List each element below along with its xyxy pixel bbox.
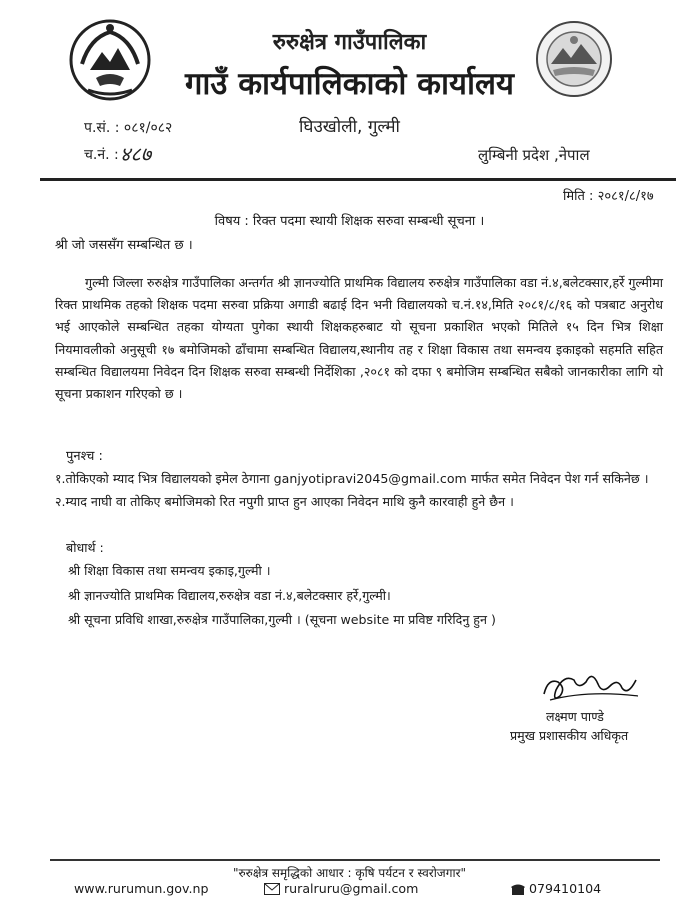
postscript-item: १.तोकिएको म्याद भित्र विद्यालयको इमेल ठेगाना ganjyotipravi2045@gmail.com मार्फत समेत निवेदन पेश गर्न सकिनेछ ।: [55, 471, 649, 486]
salutation: श्री जो जससँग सम्बन्धित छ ।: [55, 238, 193, 253]
footer-phone[interactable]: 079410104: [529, 881, 602, 896]
cc-item: श्री ज्ञानज्योति प्राथमिक विद्यालय,रुरुक्षेत्र वडा नं.४,बलेटक्सार हर्रे,गुल्मी।: [68, 588, 391, 603]
reference-ps: प.सं. : ०८१/०८२: [84, 120, 173, 136]
cc-item: श्री सूचना प्रविधि शाखा,रुरुक्षेत्र गाउँपालिका,गुल्मी । (सूचना website मा प्रविष्ट गरिदिनु हुन ): [68, 612, 496, 627]
envelope-icon: [264, 883, 280, 895]
notice-body: गुल्मी जिल्ला रुरुक्षेत्र गाउँपालिका अन्तर्गत श्री ज्ञानज्योति प्राथमिक विद्यालय रुरुक्षेत्र गाउँपालिका वडा नं.४,बलेटक्सार,हर्रे गुल्मीमा रिक्त प्राथमिक तहको शिक्षक पदमा सरुवा प्रक्रिया अगाडी बढाई दिन भनी विद्यालयको च.नं.१४,मिति २०८१/८/१६ को पत्रबाट अनुरोध भई आएकोले सम्बन्धित तहका योग्यता पुगेका स्थायी शिक्षकहरुबाट यो सूचना प्रकाशित भएको मितिले १५ दिन भित्र शिक्षा नियमावलीको अनुसूची १७ बमोजिमको ढाँचामा सम्बन्धित विद्यालय,स्थानीय तह र शिक्षा विकास तथा समन्वय इकाइको सहमति सहित सम्बन्धित विद्यालयमा निवेदन दिन शिक्षक सरुवा सम्बन्धी निर्देशिका ,२०८१ को दफा ९ बमोजिम सम्बन्धित सबैको जानकारीका लागि यो सूचना प्रकाशन गरिएको छ ।: [55, 275, 663, 402]
footer-email-group: [264, 881, 418, 896]
footer-motto: "रुरुक्षेत्र समृद्धिको आधार : कृषि पर्यटन र स्वरोजगार": [232, 866, 467, 880]
org-line-1: रुरुक्षेत्र गाउँपालिका: [272, 30, 427, 55]
postscript-label: पुनश्च :: [66, 449, 103, 464]
telephone-icon: [511, 883, 525, 895]
subject: विषय : रिक्त पदमा स्थायी शिक्षक सरुवा सम्बन्धी सूचना ।: [214, 214, 485, 229]
footer-website[interactable]: www.rurumun.gov.np: [74, 881, 209, 896]
province: लुम्बिनी प्रदेश ,नेपाल: [478, 146, 590, 164]
org-address: घिउखोली, गुल्मी: [299, 117, 400, 137]
footer-email[interactable]: ruralruru@gmail.com: [284, 881, 419, 896]
date: मिति : २०८१/८/१७: [563, 189, 654, 204]
org-line-2: गाउँ कार्यपालिकाको कार्यालय: [184, 66, 515, 102]
postscript-item: २.म्याद नाघी वा तोकिए बमोजिमको रित नपुगी प्राप्त हुन आएका निवेदन माथि कुनै कारवाही हुने छैन ।: [55, 494, 514, 509]
signature-scribble: [538, 660, 643, 708]
reference-cn-label: च.नं. :: [84, 147, 119, 163]
signatory-title: प्रमुख प्रशासकीय अधिकृत: [510, 728, 629, 743]
header-divider: [40, 178, 676, 181]
cc-item: श्री शिक्षा विकास तथा समन्वय इकाइ,गुल्मी ।: [68, 563, 271, 578]
reference-cn-value: ४८७: [120, 142, 152, 166]
footer-phone-group: [511, 881, 601, 896]
cc-label: बोधार्थ :: [66, 540, 104, 555]
footer-divider: [50, 859, 660, 861]
signatory-name: लक्ष्मण पाण्डे: [546, 709, 604, 724]
